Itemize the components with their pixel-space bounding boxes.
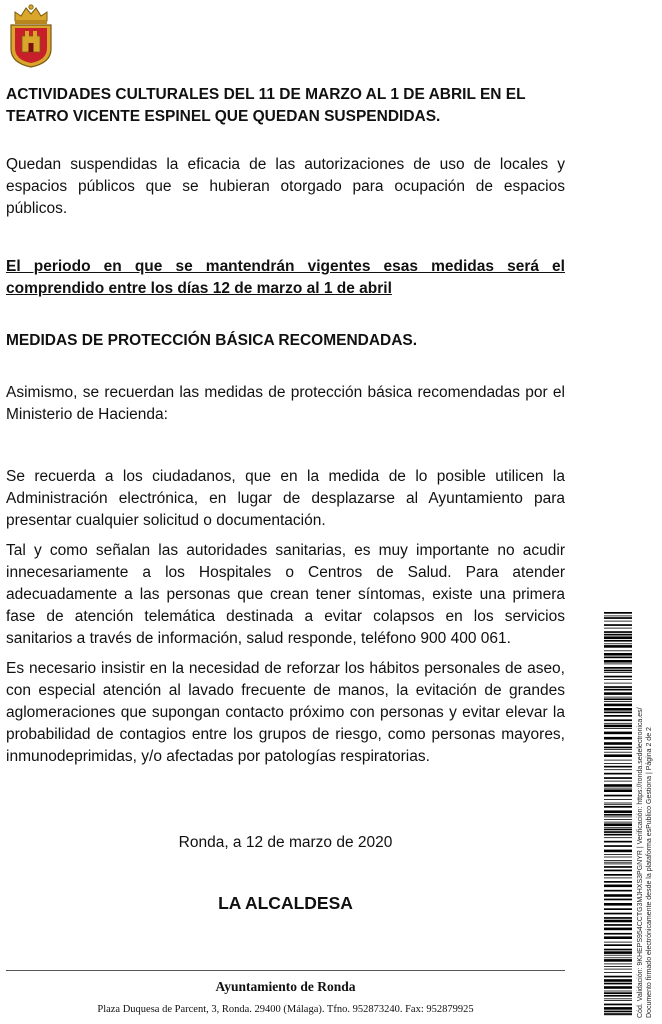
barcode-bar [604,773,632,775]
barcode-bar [604,1013,632,1015]
heading-protection-measures: MEDIDAS DE PROTECCIÓN BÁSICA RECOMENDADAS. [6,332,418,349]
barcode-bar [604,841,632,843]
barcode-bar [604,732,632,735]
barcode-bar [604,728,632,729]
barcode-bar [604,885,632,888]
barcode-bar [604,957,632,958]
signature-title: LA ALCALDESA [218,893,353,913]
barcode-bar [604,969,632,970]
barcode-bar [604,806,632,808]
barcode-bar [604,986,632,989]
barcode-bar [604,686,632,688]
paragraph-health-authorities: Tal y como señalan las autoridades sanitarias, es muy importante no acudir innecesariamente a los Hospitales o Centros de Salud. Para atender adecuadamente a las personas que crean tener síntomas, existe una primera fase de atención telemática destinada a evitar colapsos en los servicios sanitarios a través de información, salud responde, teléfono 900 400 061. [6,542,565,647]
barcode-bar [604,749,632,750]
barcode-bar [604,752,632,753]
barcode-bar [604,998,632,999]
barcode-bar [604,715,632,717]
barcode-bar [604,679,632,680]
barcode-bar [604,874,632,876]
barcode-bar [604,697,632,698]
barcode-bar [604,917,632,919]
barcode-bar [604,831,632,833]
barcode-bar [604,795,632,797]
barcode-bar [604,617,632,619]
barcode-bar [604,878,632,879]
paragraph-electronic-administration: Se recuerda a los ciudadanos, que en la medida de lo posible utilicen la Administración electrónica, en lugar de desplazarse al Ayuntamiento para presentar cualquier solicitud o documentación. [6,468,565,529]
barcode-bar [604,747,632,749]
barcode-bar [604,683,632,684]
barcode-bar [604,850,632,853]
barcode-bar [604,817,632,818]
barcode-bar [604,670,632,672]
barcode-bar [604,903,632,906]
barcode-bar [604,763,632,764]
barcode-bar [604,612,632,614]
barcode-bar [604,789,632,792]
barcode-bar [604,819,632,820]
footer-divider [6,970,565,971]
barcode-bar [604,810,632,813]
barcode-bar [604,645,632,648]
footer-organization: Ayuntamiento de Ronda [215,979,356,994]
barcode-bar [604,822,632,823]
barcode-bar [604,870,632,872]
barcode-bar [604,784,632,787]
barcode-bar [604,667,632,669]
validation-barcode-icon [604,612,632,1016]
barcode-bar [604,788,632,789]
barcode-bar [604,672,632,673]
barcode-bar [604,689,632,691]
barcode-bar [604,959,632,962]
barcode-bar [604,908,632,910]
barcode-bar [604,866,632,868]
barcode-bar [604,955,632,956]
validation-side-text [636,618,654,1018]
barcode-bar [604,862,632,863]
barcode-bar [604,804,632,805]
barcode-bar [604,976,632,978]
ronda-coat-of-arms-icon [6,3,56,69]
barcode-bar [604,760,632,761]
barcode-bar [604,845,632,847]
barcode-bar [604,698,632,700]
barcode-bar [604,766,632,768]
barcode-bar [604,676,632,678]
barcode-bar [604,777,632,779]
barcode-bar [604,894,632,897]
barcode-bar [604,701,632,702]
barcode-bar [604,712,632,714]
barcode-bar [604,854,632,855]
barcode-bar [604,827,632,828]
barcode-bar [604,881,632,883]
barcode-bar [604,725,632,728]
barcode-bar [604,933,632,935]
period-notice: El periodo en que se mantendrán vigentes esas medidas será el comprendido entre los días 12 de marzo al 1 de abril [6,258,565,297]
barcode-bar [604,949,632,951]
barcode-bar [604,834,632,836]
paragraph-suspended-authorizations: Quedan suspendidas la eficacia de las autorizaciones de uso de locales y espacios públicos que se hubieran otorgado para ocupación de espacios públicos. [6,156,565,217]
barcode-bar [604,653,632,656]
paragraph-hygiene-habits: Es necesario insistir en la necesidad de reforzar los hábitos personales de aseo, con especial atención al lavado frecuente de manos, la evitación de grandes aglomeraciones que supongan contacto próximo con personas y evitar elevar la probabilidad de contagios entre los grupos de riesgo, como personas mayores, inmunodeprimidas, y/o afectadas por patologías respiratorias. [6,660,565,765]
barcode-bar [604,983,632,985]
barcode-bar [604,829,632,831]
barcode-bar [604,920,632,923]
barcode-bar [604,837,632,838]
barcode-bar [604,799,632,800]
heading-cultural-activities: ACTIVIDADES CULTURALES DEL 11 DE MARZO AL 1 DE ABRIL EN EL TEATRO VICENTE ESPINEL QUE QUEDAN SUSPENDIDAS. [6,86,526,125]
barcode-bar [604,723,632,724]
barcode-bar [604,928,632,931]
barcode-bar [604,781,632,782]
barcode-bar [604,754,632,757]
barcode-bar [604,704,632,707]
barcode-bar [604,621,632,622]
barcode-bar [604,708,632,711]
barcode-bar [604,1011,632,1013]
footer-address: Plaza Duquesa de Parcent, 3, Ronda. 29400 (Málaga). Tfno. 952873240. Fax: 952879925 [97,1004,474,1015]
barcode-bar [604,913,632,915]
barcode-bar [604,769,632,770]
barcode-bar [604,1007,632,1010]
barcode-bar [604,991,632,992]
barcode-bar [604,823,632,826]
barcode-bar [604,628,632,629]
barcode-bar [604,664,632,665]
barcode-bar [604,1000,632,1001]
barcode-bar [604,643,632,644]
barcode-bar [604,660,632,663]
barcode-bar [604,951,632,954]
barcode-bar [604,979,632,982]
document-body [6,84,565,914]
barcode-bar [604,942,632,943]
barcode-bar [604,657,632,659]
barcode-bar [604,936,632,939]
barcode-bar [604,631,632,633]
barcode-bar [604,719,632,721]
barcode-bar [604,857,632,858]
validation-code-line: Cód. Validación: 9KHEPS954CCTG3MJHXS3PGNYR | Verificación: https://ronda.sedelectronica.es/ [637,707,644,1018]
barcode-bar [604,803,632,804]
barcode-bar [604,742,632,745]
barcode-bar [604,944,632,946]
barcode-bar [604,964,632,965]
barcode-bar [604,616,632,617]
barcode-bar [604,737,632,740]
barcode-bar [604,1004,632,1006]
barcode-bar [604,650,632,651]
barcode-bar [604,692,632,695]
barcode-bar [604,899,632,901]
barcode-bar [604,860,632,861]
paragraph-ministry-measures: Asimismo, se recuerdan las medidas de protección básica recomendadas por el Ministerio de Hacienda: [6,384,565,423]
barcode-bar [604,924,632,926]
barcode-bar [604,814,632,816]
barcode-bar [604,966,632,967]
barcode-bar [604,995,632,997]
barcode-bar [604,864,632,865]
barcode-bar [604,640,632,642]
barcode-bar [604,972,632,973]
place-and-date: Ronda, a 12 de marzo de 2020 [178,834,393,851]
barcode-bar [604,624,632,626]
barcode-bar [604,634,632,636]
barcode-bar [604,992,632,994]
signature-platform-line: Documento firmado electrónicamente desde la plataforma esPublico Gestiona | Página 2 de 2 [646,727,653,1018]
barcode-bar [604,636,632,639]
barcode-bar [604,890,632,892]
